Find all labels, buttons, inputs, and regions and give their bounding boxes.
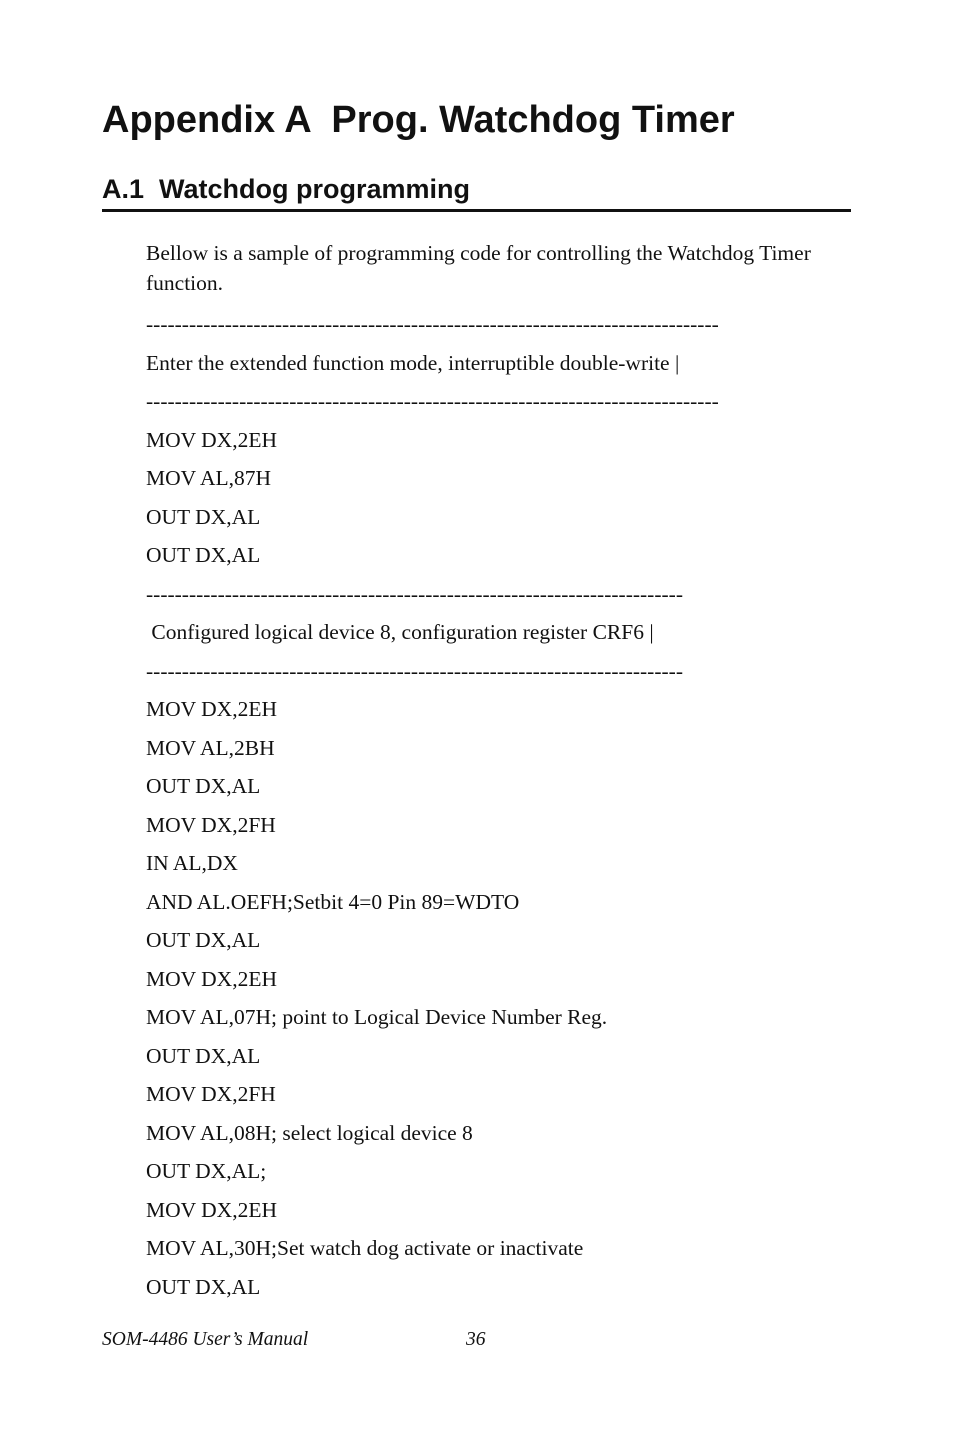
separator-line: -------------------------------------------------------------------------------- [146, 389, 719, 413]
code-line: MOV DX,2EH [146, 427, 277, 452]
code-line: IN AL,DX [146, 851, 238, 875]
code-line: MOV DX,2EH [146, 966, 277, 991]
section-divider [102, 209, 851, 212]
code-line: MOV AL,2BH [146, 735, 275, 760]
intro-paragraph: Bellow is a sample of programming code for controlling the Watchdog Timer function. [146, 241, 811, 295]
code-line: MOV DX,2FH [146, 812, 276, 837]
code-line: OUT DX,AL [146, 774, 261, 798]
code-line: Enter the extended function mode, interruptible double-write | [146, 350, 680, 375]
code-line: MOV DX,2EH [146, 1197, 277, 1222]
code-line: OUT DX,AL [146, 1043, 261, 1068]
code-line: OUT DX,AL [146, 1274, 261, 1299]
section-heading: A.1 Watchdog programming [102, 174, 471, 204]
footer-manual-title: SOM-4486 User’s Manual [102, 1329, 309, 1350]
code-line: MOV DX,2EH [146, 697, 277, 721]
code-line: MOV AL,08H; select logical device 8 [146, 1120, 473, 1145]
code-line: OUT DX,AL [146, 543, 261, 567]
separator-line: -------------------------------------------------------------------------------- [146, 312, 719, 336]
code-listing [146, 305, 846, 1306]
code-line: OUT DX,AL [146, 504, 261, 529]
separator-line: --------------------------------------------------------------------------- [146, 658, 683, 683]
code-line: OUT DX,AL [146, 928, 261, 952]
code-line: Configured logical device 8, configuration register CRF6 | [146, 620, 654, 644]
code-line: OUT DX,AL; [146, 1159, 267, 1183]
footer-page-number: 36 [466, 1329, 486, 1350]
code-line: MOV AL,30H;Set watch dog activate or inactivate [146, 1236, 584, 1260]
code-line: AND AL.OEFH;Setbit 4=0 Pin 89=WDTO [146, 889, 520, 914]
code-line: MOV AL,87H [146, 466, 272, 490]
separator-line: --------------------------------------------------------------------------- [146, 581, 683, 606]
code-line: MOV AL,07H; point to Logical Device Number Reg. [146, 1005, 608, 1029]
appendix-title: Appendix A Prog. Watchdog Timer [102, 99, 735, 141]
code-line: MOV DX,2FH [146, 1082, 276, 1106]
